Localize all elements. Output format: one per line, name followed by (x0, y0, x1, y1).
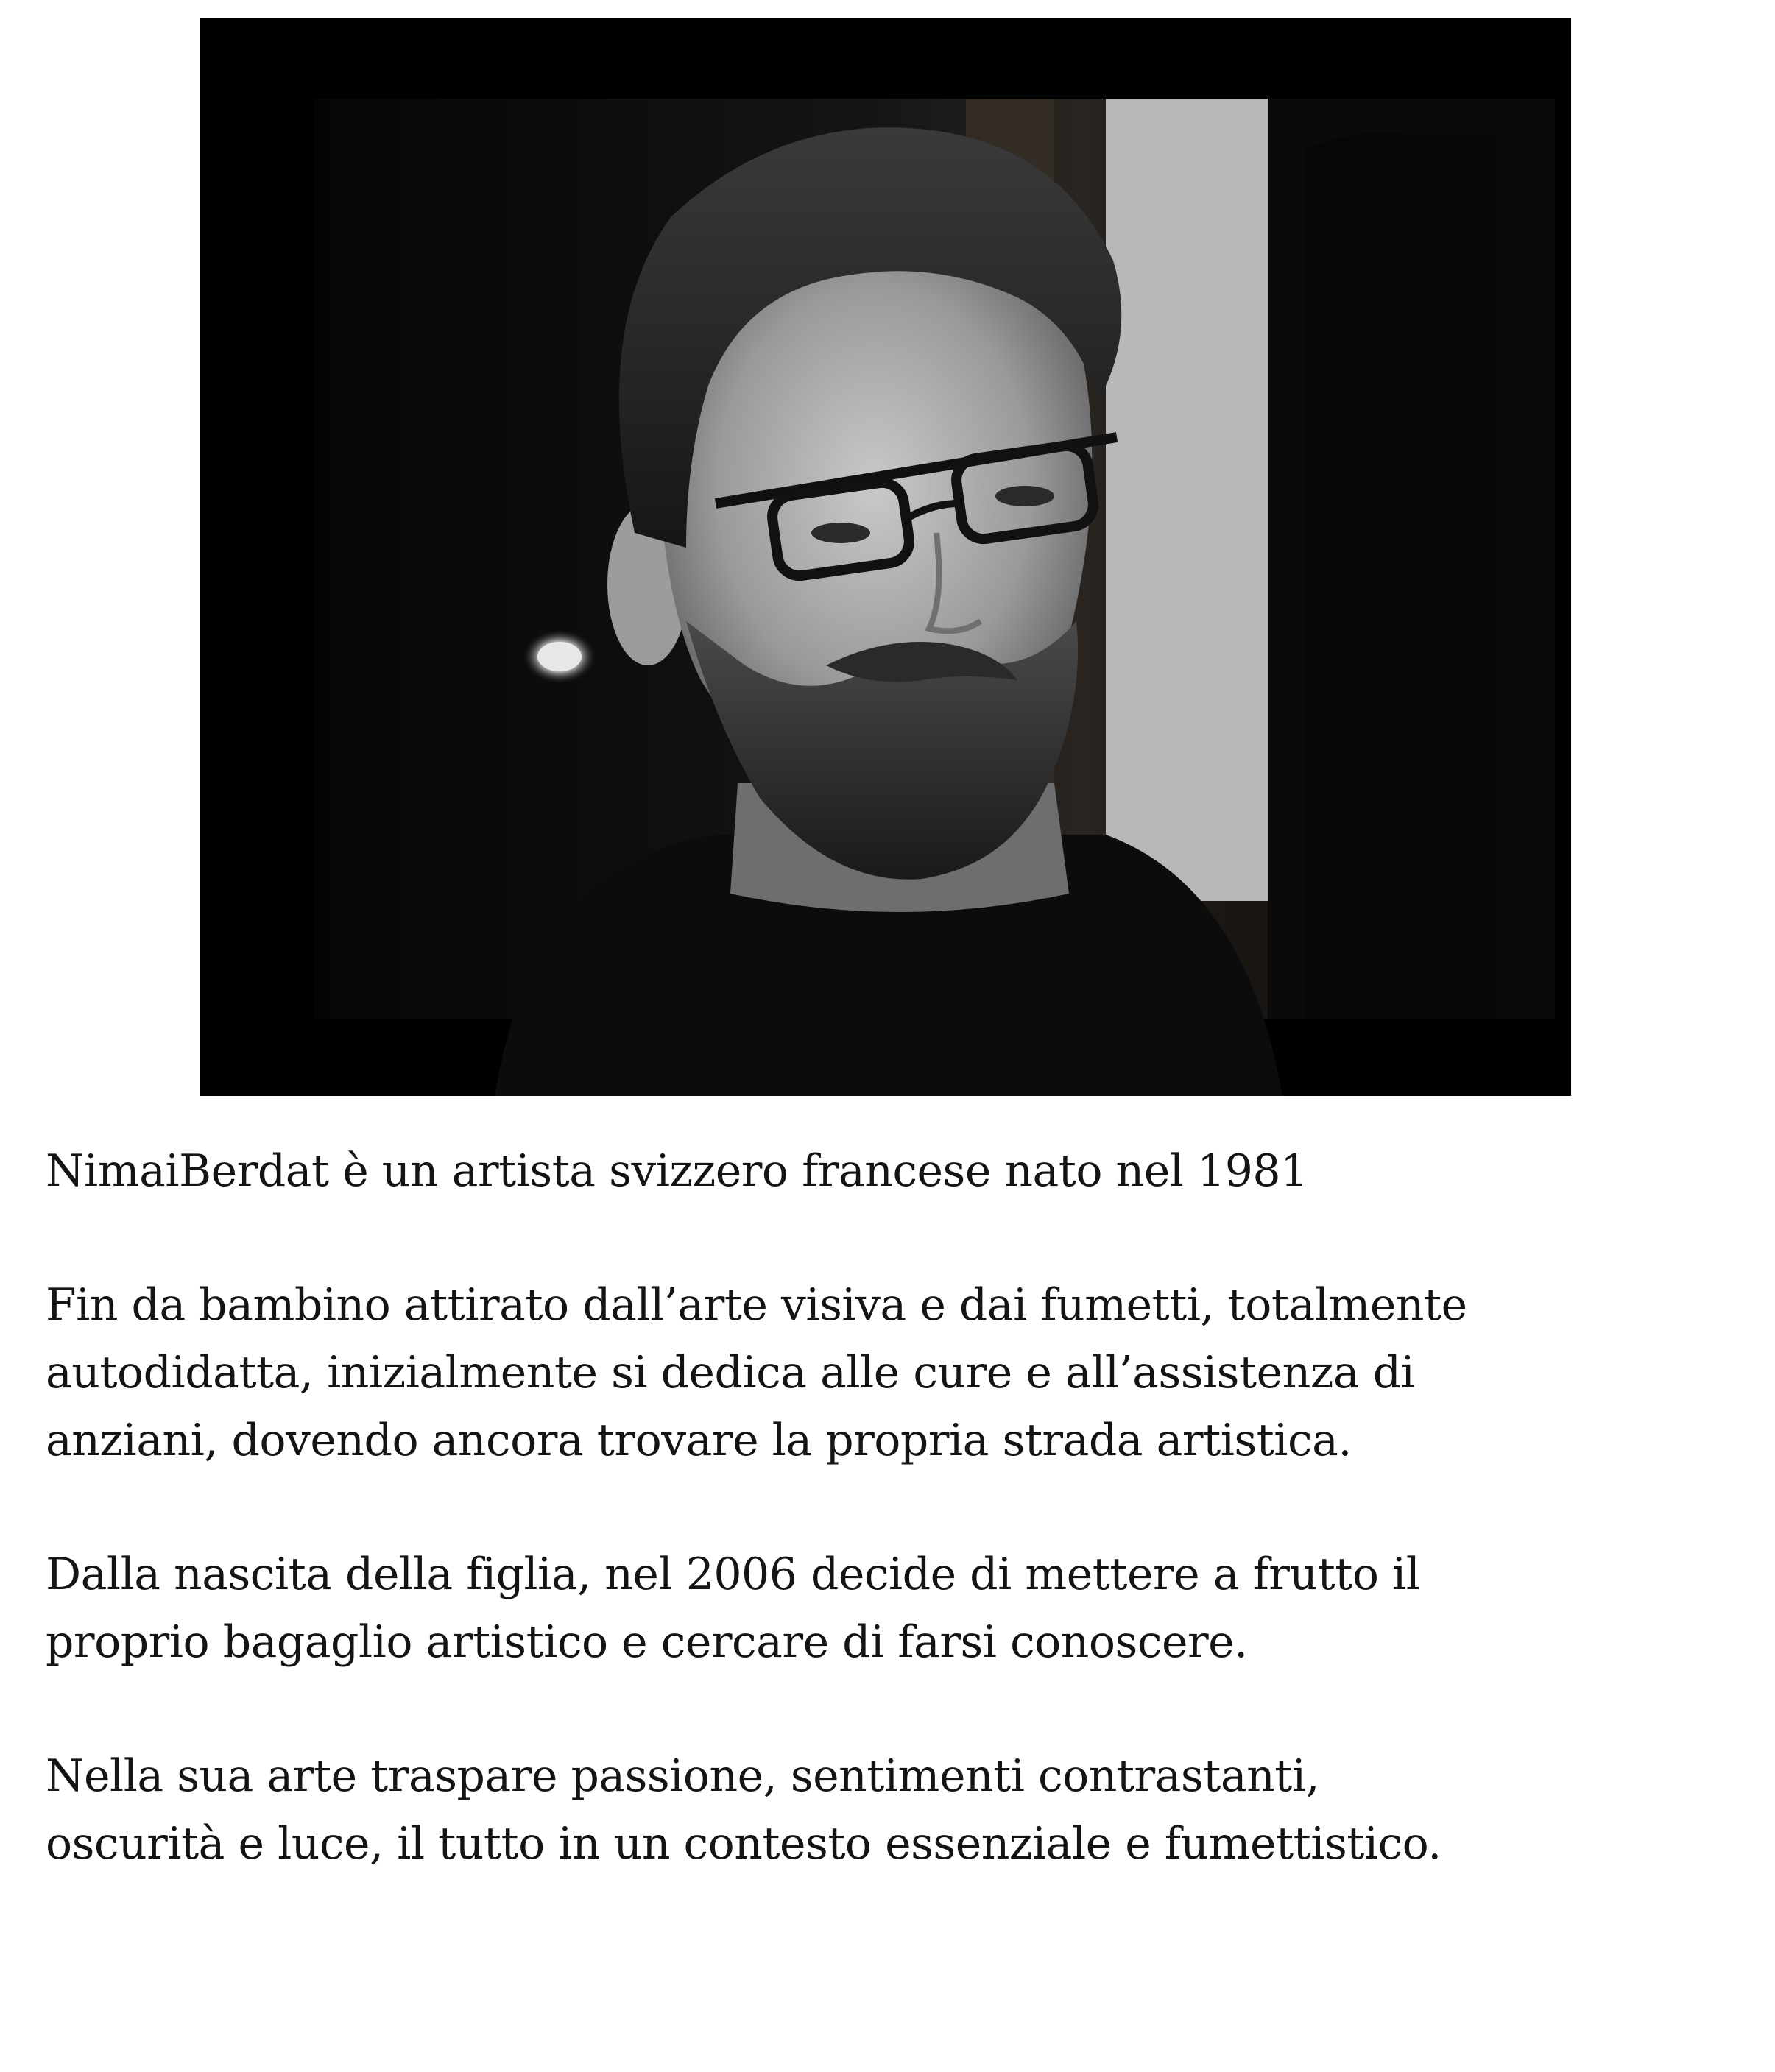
bio-line: autodidatta, inizialmente si dedica alle cure e all’assistenza di (46, 1347, 1415, 1399)
bio-line: Fin da bambino attirato dall’arte visiva e dai fumetti, totalmente (46, 1279, 1467, 1331)
bio-line: proprio bagaglio artistico e cercare di farsi conoscere. (46, 1616, 1248, 1668)
portrait-illustration (200, 18, 1571, 1096)
bio-paragraph-art (46, 1742, 1761, 1878)
bio-line: oscurità e luce, il tutto in un contesto essenziale e fumettistico. (46, 1818, 1441, 1870)
portrait-photo (200, 18, 1571, 1096)
bio-paragraph-intro (46, 1137, 1761, 1205)
bio-paragraph-daughter (46, 1541, 1761, 1676)
bio-line: Dalla nascita della figlia, nel 2006 decide di mettere a frutto il (46, 1549, 1420, 1600)
bio-paragraph-childhood (46, 1271, 1761, 1474)
bio-line: Nella sua arte traspare passione, sentimenti contrastanti, (46, 1750, 1320, 1802)
bio-line: anziani, dovendo ancora trovare la propria strada artistica. (46, 1415, 1352, 1466)
bio-line: NimaiBerdat è un artista svizzero francese nato nel 1981 (46, 1145, 1308, 1197)
bio-text (46, 1137, 1761, 1944)
